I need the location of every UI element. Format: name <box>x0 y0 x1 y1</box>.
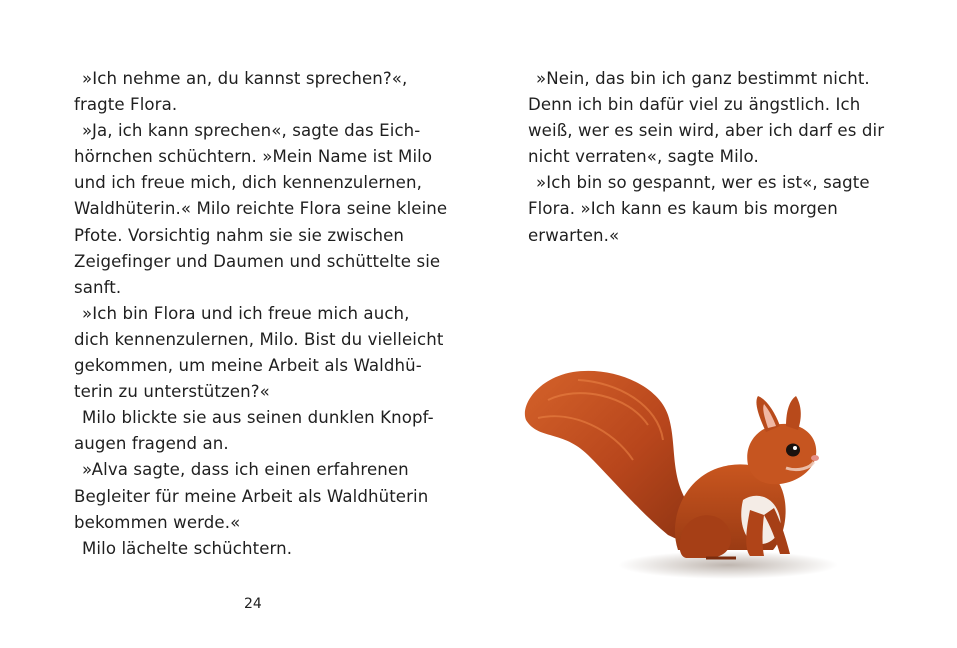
text-line: Milo lächelte schüchtern. <box>82 538 293 558</box>
text-line: »Ich bin Flora und ich freue mich auch, <box>82 303 410 323</box>
text-line: augen fragend an. <box>74 434 229 454</box>
text-line: »Ja, ich kann sprechen«, sagte das Eich- <box>82 121 421 141</box>
text-line: Pfote. Vorsichtig nahm sie sie zwischen <box>74 225 405 245</box>
text-line: und ich freue mich, dich kennenzulernen, <box>74 173 422 193</box>
squirrel-tail <box>525 371 698 542</box>
text-line: gekommen, um meine Arbeit als Waldhü- <box>74 356 422 376</box>
text-line: »Alva sagte, dass ich einen erfahrenen <box>82 460 409 480</box>
text-line: nicht verraten«, sagte Milo. <box>528 147 759 167</box>
text-line: Denn ich bin dafür viel zu ängstlich. Ich <box>528 95 861 115</box>
squirrel-illustration <box>518 360 858 600</box>
text-line: fragte Flora. <box>74 95 178 115</box>
text-line: Waldhüterin.« Milo reichte Flora seine kleine <box>74 199 448 219</box>
text-line: bekommen werde.« <box>74 512 241 532</box>
left-page-text <box>74 66 448 562</box>
text-line: »Ich bin so gespannt, wer es ist«, sagte <box>536 173 870 193</box>
right-page <box>478 0 957 648</box>
ground-shadow <box>618 551 838 579</box>
text-line: »Nein, das bin ich ganz bestimmt nicht. <box>536 69 870 88</box>
text-line: »Ich nehme an, du kannst sprechen?«, <box>82 69 408 88</box>
text-line: Zeigefinger und Daumen und schüttelte sie <box>74 251 441 271</box>
right-page-text <box>528 66 893 249</box>
page-number: 24 <box>244 596 262 612</box>
text-line: dich kennenzulernen, Milo. Bist du vielleicht <box>74 329 444 349</box>
squirrel-eye <box>786 444 800 457</box>
squirrel-ear-right <box>786 396 801 430</box>
squirrel-front-leg <box>746 510 764 556</box>
text-line: terin zu unterstützen?« <box>74 382 270 402</box>
text-line: Milo blickte sie aus seinen dunklen Knopf- <box>82 408 434 428</box>
left-page <box>0 0 478 648</box>
text-line: Begleiter für meine Arbeit als Waldhüterin <box>74 486 429 506</box>
squirrel-head <box>747 424 816 484</box>
squirrel-nose <box>811 455 819 461</box>
text-line: erwarten.« <box>528 225 620 245</box>
text-line: Flora. »Ich kann es kaum bis morgen <box>528 199 838 219</box>
text-line: sanft. <box>74 277 122 297</box>
text-line: hörnchen schüchtern. »Mein Name ist Milo <box>74 147 433 167</box>
text-line: weiß, wer es sein wird, aber ich darf es dir <box>528 121 885 141</box>
